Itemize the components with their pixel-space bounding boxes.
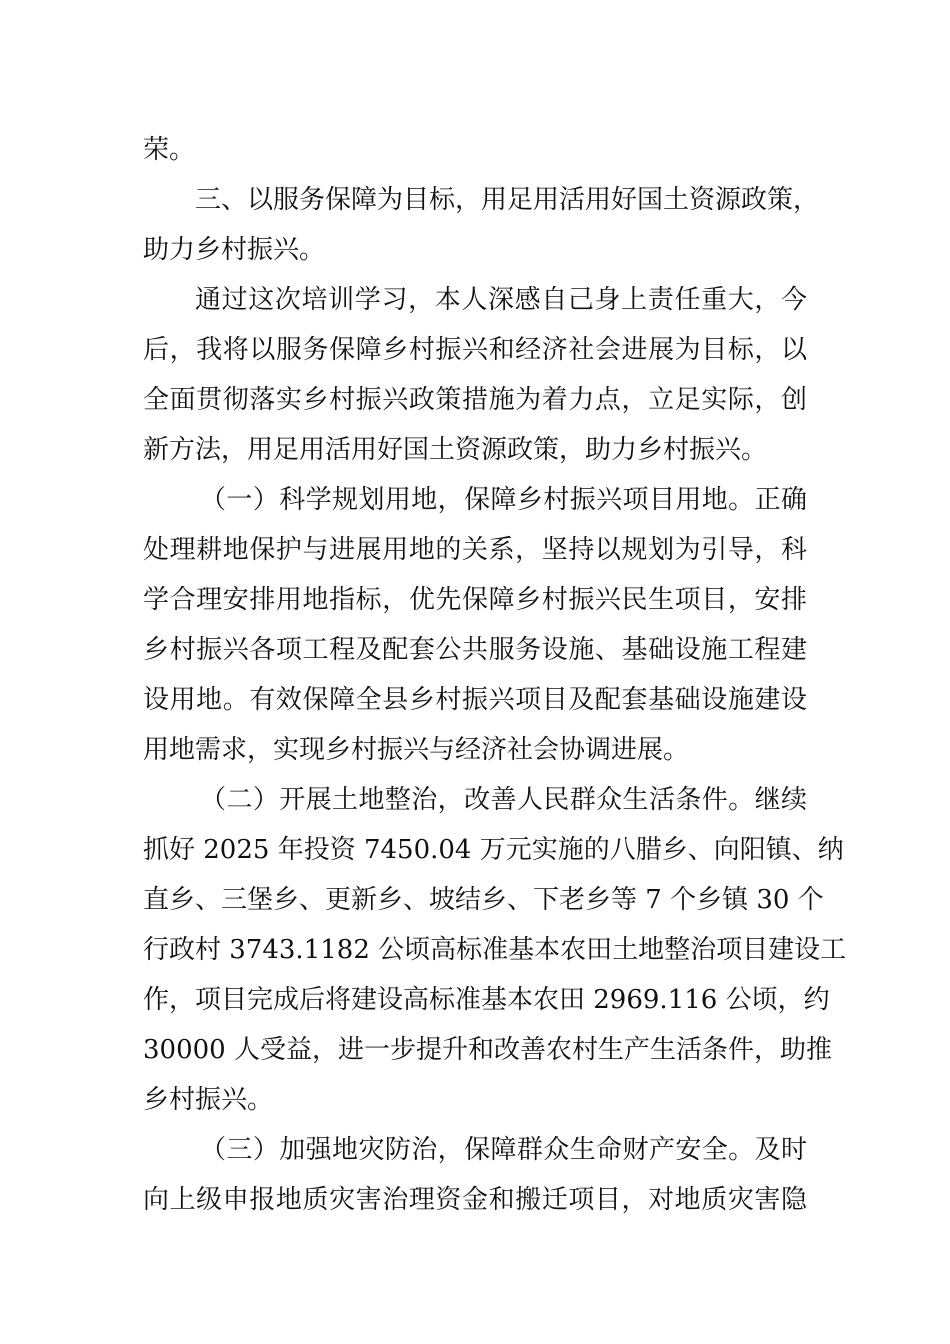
text-line: 乡村振兴各项工程及配套公共服务设施、基础设施工程建: [143, 635, 807, 665]
text-line: 全面贯彻落实乡村振兴政策措施为着力点，立足实际，创: [143, 385, 807, 415]
subsection-heading: （三）加强地灾防治，保障群众生命财产安全。及时: [200, 1135, 807, 1165]
section-heading-cont: 助力乡村振兴。: [143, 235, 326, 265]
text-line: 通过这次培训学习，本人深感自己身上责任重大，今: [195, 285, 807, 315]
subsection-heading: （一）科学规划用地，保障乡村振兴项目用地。正确: [200, 485, 807, 515]
text-line: 直乡、三堡乡、更新乡、坡结乡、下老乡等 7 个乡镇 30 个: [143, 885, 824, 915]
text-line: 作，项目完成后将建设高标准基本农田 2969.116 公顷，约: [143, 985, 830, 1015]
text-line: 学合理安排用地指标，优先保障乡村振兴民生项目，安排: [143, 585, 807, 615]
text-line: 设用地。有效保障全县乡村振兴项目及配套基础设施建设: [143, 685, 807, 715]
text-line: 用地需求，实现乡村振兴与经济社会协调进展。: [143, 735, 690, 765]
text-line: 30000 人受益，进一步提升和改善农村生产生活条件，助推: [143, 1035, 832, 1065]
text-line: 抓好 2025 年投资 7450.04 万元实施的八腊乡、向阳镇、纳: [143, 835, 844, 865]
text-line: 处理耕地保护与进展用地的关系，坚持以规划为引导，科: [143, 535, 807, 565]
text-line: 向上级申报地质灾害治理资金和搬迁项目，对地质灾害隐: [143, 1185, 807, 1215]
text-line: 荣。: [143, 135, 196, 165]
text-line: 后，我将以服务保障乡村振兴和经济社会进展为目标，以: [143, 335, 807, 365]
text-line: 行政村 3743.1182 公顷高标准基本农田土地整治项目建设工: [143, 935, 847, 965]
text-line: 新方法，用足用活用好国土资源政策，助力乡村振兴。: [143, 435, 768, 465]
subsection-heading: （二）开展土地整治，改善人民群众生活条件。继续: [200, 785, 807, 815]
text-line: 乡村振兴。: [143, 1085, 274, 1115]
section-heading: 三、以服务保障为目标，用足用活用好国土资源政策，: [195, 185, 820, 215]
